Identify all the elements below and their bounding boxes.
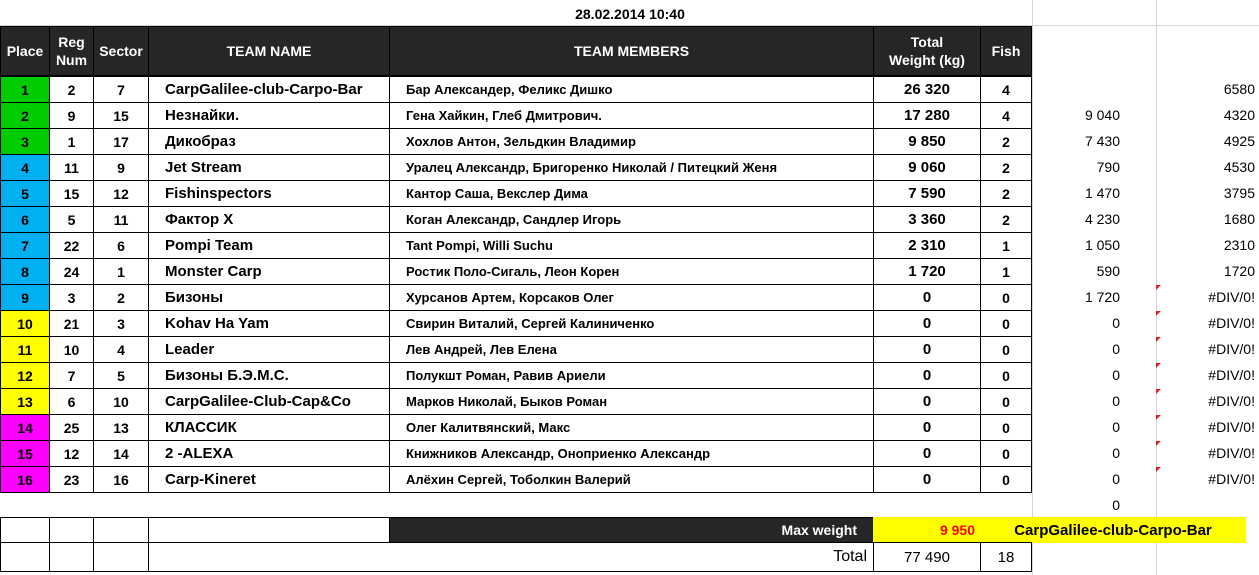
sector-cell: 7 — [93, 76, 149, 103]
team-name-cell: Незнайки. — [148, 102, 390, 129]
extra-value-cell: 0 — [1112, 497, 1120, 513]
report-datetime: 28.02.2014 10:40 — [575, 6, 685, 22]
total-weight-cell: 0 — [873, 336, 981, 363]
place-cell: 9 — [0, 284, 50, 311]
team-members-cell: Tant Pompi, Willi Suchu — [389, 232, 874, 259]
team-members-cell: Алёхин Сергей, Тоболкин Валерий — [389, 466, 874, 493]
error-indicator-icon — [1156, 415, 1161, 420]
ratio-value-cell: 4530 — [1223, 159, 1255, 175]
total-weight-cell: 2 310 — [873, 232, 981, 259]
place-cell: 5 — [0, 180, 50, 207]
max-weight-team: CarpGalilee-club-Carpo-Bar — [980, 517, 1246, 543]
extra-value-cell: 4 230 — [1084, 211, 1120, 227]
team-members-cell: Кантор Саша, Векслер Дима — [389, 180, 874, 207]
place-cell: 13 — [0, 388, 50, 415]
total-weight-cell: 7 590 — [873, 180, 981, 207]
place-cell: 8 — [0, 258, 50, 285]
total-weight-cell: 9 850 — [873, 128, 981, 155]
extra-value-cell: 0 — [1112, 393, 1120, 409]
error-indicator-icon — [1156, 337, 1161, 342]
empty-cell — [93, 542, 149, 572]
fish-count-cell: 0 — [980, 336, 1032, 363]
place-cell: 15 — [0, 440, 50, 467]
extra-value-cell: 1 720 — [1084, 289, 1120, 305]
place-cell: 6 — [0, 206, 50, 233]
team-name-cell: Kohav Ha Yam — [148, 310, 390, 337]
ratio-value-cell: 6580 — [1223, 81, 1255, 97]
reg-num-cell: 21 — [49, 310, 94, 337]
header-sector: Sector — [93, 26, 149, 76]
reg-num-cell: 10 — [49, 336, 94, 363]
extra-value-cell: 0 — [1112, 471, 1120, 487]
place-cell: 11 — [0, 336, 50, 363]
reg-num-cell: 7 — [49, 362, 94, 389]
team-name-cell: Бизоны — [148, 284, 390, 311]
fish-count-cell: 0 — [980, 362, 1032, 389]
team-members-cell: Бар Александер, Феликс Дишко — [389, 76, 874, 103]
ratio-value-cell: #DIV/0! — [1208, 289, 1255, 305]
reg-num-cell: 5 — [49, 206, 94, 233]
team-members-cell: Хурсанов Артем, Корсаков Олег — [389, 284, 874, 311]
team-name-cell: Monster Carp — [148, 258, 390, 285]
fish-count-cell: 0 — [980, 284, 1032, 311]
error-indicator-icon — [1156, 311, 1161, 316]
team-name-cell: CarpGalilee-Club-Cap&Co — [148, 388, 390, 415]
total-weight-cell: 26 320 — [873, 76, 981, 103]
total-weight-cell: 0 — [873, 414, 981, 441]
fish-count-cell: 2 — [980, 154, 1032, 181]
ratio-value-cell: #DIV/0! — [1208, 445, 1255, 461]
reg-num-cell: 3 — [49, 284, 94, 311]
team-name-cell: КЛАССИК — [148, 414, 390, 441]
fish-count-cell: 4 — [980, 102, 1032, 129]
place-cell: 12 — [0, 362, 50, 389]
sector-cell: 3 — [93, 310, 149, 337]
reg-num-cell: 6 — [49, 388, 94, 415]
fish-count-cell: 2 — [980, 180, 1032, 207]
total-weight-cell: 3 360 — [873, 206, 981, 233]
team-name-cell: Pompi Team — [148, 232, 390, 259]
place-cell: 10 — [0, 310, 50, 337]
fish-count-cell: 0 — [980, 414, 1032, 441]
fish-count-cell: 2 — [980, 206, 1032, 233]
team-name-cell: CarpGalilee-club-Carpo-Bar — [148, 76, 390, 103]
sector-cell: 9 — [93, 154, 149, 181]
extra-value-cell: 9 040 — [1084, 107, 1120, 123]
total-fish: 18 — [980, 542, 1032, 572]
team-name-cell: Фактор Х — [148, 206, 390, 233]
team-members-cell: Полукшт Роман, Равив Ариели — [389, 362, 874, 389]
empty-cell — [148, 517, 390, 543]
reg-num-cell: 22 — [49, 232, 94, 259]
extra-value-cell: 0 — [1112, 367, 1120, 383]
fish-count-cell: 0 — [980, 440, 1032, 467]
extra-value-cell: 1 050 — [1084, 237, 1120, 253]
place-cell: 1 — [0, 76, 50, 103]
max-weight-label: Max weight — [389, 517, 874, 543]
extra-value-cell: 590 — [1096, 263, 1120, 279]
extra-value-cell: 0 — [1112, 341, 1120, 357]
extra-value-cell — [1032, 76, 1124, 102]
sector-cell: 11 — [93, 206, 149, 233]
empty-cell — [49, 517, 94, 543]
total-weight-cell: 1 720 — [873, 258, 981, 285]
total-weight-cell: 0 — [873, 388, 981, 415]
sector-cell: 16 — [93, 466, 149, 493]
empty-cell — [49, 542, 94, 572]
header-team-members: TEAM MEMBERS — [389, 26, 874, 76]
team-name-cell: Carp-Kineret — [148, 466, 390, 493]
fish-count-cell: 4 — [980, 76, 1032, 103]
team-name-cell: Leader — [148, 336, 390, 363]
extra-value-cell: 7 430 — [1084, 133, 1120, 149]
place-cell: 14 — [0, 414, 50, 441]
team-members-cell: Хохлов Антон, Зельдкин Владимир — [389, 128, 874, 155]
header-fish: Fish — [980, 26, 1032, 76]
total-weight: 77 490 — [873, 542, 981, 572]
team-name-cell: Бизоны Б.Э.М.С. — [148, 362, 390, 389]
ratio-value-cell: #DIV/0! — [1208, 341, 1255, 357]
fish-count-cell: 1 — [980, 232, 1032, 259]
reg-num-cell: 2 — [49, 76, 94, 103]
sector-cell: 12 — [93, 180, 149, 207]
total-weight-cell: 0 — [873, 466, 981, 493]
sector-cell: 13 — [93, 414, 149, 441]
total-label: Total — [148, 542, 874, 572]
team-members-cell: Олег Калитвянский, Макс — [389, 414, 874, 441]
error-indicator-icon — [1156, 389, 1161, 394]
reg-num-cell: 12 — [49, 440, 94, 467]
team-name-cell: Fishinspectors — [148, 180, 390, 207]
sector-cell: 6 — [93, 232, 149, 259]
fish-count-cell: 0 — [980, 388, 1032, 415]
sector-cell: 17 — [93, 128, 149, 155]
reg-num-cell: 24 — [49, 258, 94, 285]
place-cell: 2 — [0, 102, 50, 129]
ratio-value-cell: #DIV/0! — [1208, 393, 1255, 409]
place-cell: 3 — [0, 128, 50, 155]
empty-cell — [0, 517, 50, 543]
ratio-value-cell: 1680 — [1223, 211, 1255, 227]
reg-num-cell: 25 — [49, 414, 94, 441]
total-weight-cell: 17 280 — [873, 102, 981, 129]
place-cell: 7 — [0, 232, 50, 259]
team-name-cell: Дикобраз — [148, 128, 390, 155]
team-members-cell: Коган Александр, Сандлер Игорь — [389, 206, 874, 233]
error-indicator-icon — [1156, 285, 1161, 290]
team-members-cell: Книжников Александр, Оноприенко Александр — [389, 440, 874, 467]
ratio-value-cell: #DIV/0! — [1208, 471, 1255, 487]
reg-num-cell: 15 — [49, 180, 94, 207]
total-weight-cell: 0 — [873, 310, 981, 337]
ratio-value-cell: #DIV/0! — [1208, 367, 1255, 383]
reg-num-cell: 1 — [49, 128, 94, 155]
sector-cell: 15 — [93, 102, 149, 129]
place-cell: 4 — [0, 154, 50, 181]
header-total-weight: Total Weight (kg) — [873, 26, 981, 76]
ratio-value-cell: 1720 — [1223, 263, 1255, 279]
extra-value-cell: 0 — [1112, 445, 1120, 461]
ratio-value-cell: 2310 — [1223, 237, 1255, 253]
team-members-cell: Лев Андрей, Лев Елена — [389, 336, 874, 363]
sector-cell: 14 — [93, 440, 149, 467]
total-weight-cell: 9 060 — [873, 154, 981, 181]
header-reg-num: Reg Num — [49, 26, 94, 76]
reg-num-cell: 11 — [49, 154, 94, 181]
sector-cell: 4 — [93, 336, 149, 363]
ratio-value-cell: 3795 — [1223, 185, 1255, 201]
team-name-cell: 2 -ALEXA — [148, 440, 390, 467]
team-members-cell: Ростик Поло-Сигаль, Леон Корен — [389, 258, 874, 285]
reg-num-cell: 23 — [49, 466, 94, 493]
error-indicator-icon — [1156, 467, 1161, 472]
ratio-value-cell: #DIV/0! — [1208, 315, 1255, 331]
sector-cell: 1 — [93, 258, 149, 285]
fish-count-cell: 1 — [980, 258, 1032, 285]
team-name-cell: Jet Stream — [148, 154, 390, 181]
total-weight-cell: 0 — [873, 440, 981, 467]
sector-cell: 2 — [93, 284, 149, 311]
fish-count-cell: 0 — [980, 466, 1032, 493]
fish-count-cell: 0 — [980, 310, 1032, 337]
extra-value-cell: 1 470 — [1084, 185, 1120, 201]
ratio-value-cell: #DIV/0! — [1208, 419, 1255, 435]
fish-count-cell: 2 — [980, 128, 1032, 155]
reg-num-cell: 9 — [49, 102, 94, 129]
ratio-value-cell: 4320 — [1223, 107, 1255, 123]
team-members-cell: Уралец Александр, Бригоренко Николай / Питецкий Женя — [389, 154, 874, 181]
extra-value-cell: 790 — [1096, 159, 1120, 175]
team-members-cell: Гена Хайкин, Глеб Дмитрович. — [389, 102, 874, 129]
team-members-cell: Свирин Виталий, Сергей Калиниченко — [389, 310, 874, 337]
extra-value-cell: 0 — [1112, 419, 1120, 435]
sector-cell: 5 — [93, 362, 149, 389]
place-cell: 16 — [0, 466, 50, 493]
ratio-value-cell: 4925 — [1223, 133, 1255, 149]
total-weight-cell: 0 — [873, 284, 981, 311]
error-indicator-icon — [1156, 363, 1161, 368]
sector-cell: 10 — [93, 388, 149, 415]
error-indicator-icon — [1156, 441, 1161, 446]
header-team-name: TEAM NAME — [148, 26, 390, 76]
empty-cell — [0, 542, 50, 572]
header-place: Place — [0, 26, 50, 76]
empty-cell — [93, 517, 149, 543]
total-weight-cell: 0 — [873, 362, 981, 389]
max-weight-value: 9 950 — [873, 517, 981, 543]
extra-value-cell: 0 — [1112, 315, 1120, 331]
team-members-cell: Марков Николай, Быков Роман — [389, 388, 874, 415]
